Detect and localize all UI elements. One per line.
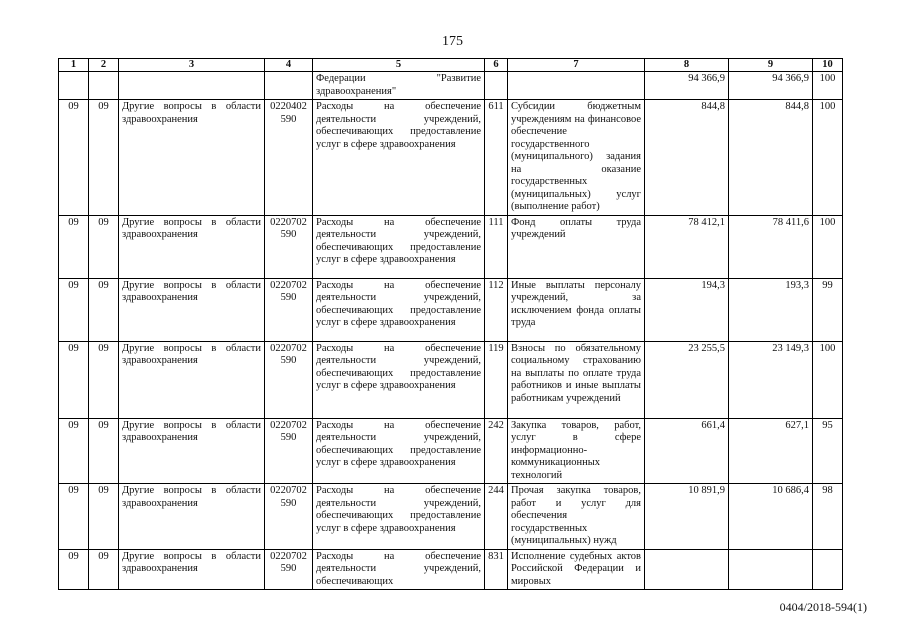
expense-type-name-cell: Прочая закупка товаров, работ и услуг для обеспечения государственных (муниципальных) нужд bbox=[508, 484, 645, 550]
subsection-cell: 09 bbox=[89, 341, 119, 418]
table-row bbox=[59, 484, 843, 550]
target-article-suffix: 590 bbox=[280, 497, 297, 509]
column-header: 1 bbox=[59, 59, 89, 72]
article-name-cell: Расходы на обеспечение деятельности учреждений, обеспечивающих bbox=[313, 549, 485, 590]
executed-amount-cell: 844,8 bbox=[729, 100, 813, 216]
execution-percent-cell: 100 bbox=[813, 100, 843, 216]
column-header: 4 bbox=[265, 59, 313, 72]
subsection-cell: 09 bbox=[89, 549, 119, 590]
section-name-cell: Другие вопросы в области здравоохранения bbox=[119, 341, 265, 418]
target-article-code: 0220702 bbox=[270, 279, 307, 291]
table-row bbox=[59, 418, 843, 484]
approved-amount-cell bbox=[645, 549, 729, 590]
target-article-code: 0220702 bbox=[270, 342, 307, 354]
section-cell: 09 bbox=[59, 341, 89, 418]
column-header: 7 bbox=[508, 59, 645, 72]
article-name-cell: Федерации "Развитие здравоохранения" bbox=[313, 72, 485, 100]
section-name-cell: Другие вопросы в области здравоохранения bbox=[119, 215, 265, 278]
expense-type-cell bbox=[485, 72, 508, 100]
target-article-suffix: 590 bbox=[280, 432, 297, 443]
column-header: 5 bbox=[313, 59, 485, 72]
target-article-cell bbox=[265, 341, 313, 418]
expense-type-cell: 611 bbox=[485, 100, 508, 216]
execution-percent-cell: 100 bbox=[813, 341, 843, 418]
section-cell: 09 bbox=[59, 278, 89, 341]
expense-type-cell: 242 bbox=[485, 418, 508, 484]
approved-amount-cell: 661,4 bbox=[645, 418, 729, 484]
table-row bbox=[59, 100, 843, 216]
approved-amount-cell: 94 366,9 bbox=[645, 72, 729, 100]
expense-type-name-cell bbox=[508, 72, 645, 100]
header-row bbox=[59, 59, 843, 72]
section-cell: 09 bbox=[59, 215, 89, 278]
target-article-cell bbox=[265, 72, 313, 100]
section-name-cell bbox=[119, 72, 265, 100]
section-name-cell: Другие вопросы в области здравоохранения bbox=[119, 278, 265, 341]
expense-type-cell: 244 bbox=[485, 484, 508, 550]
approved-amount-cell: 10 891,9 bbox=[645, 484, 729, 550]
expense-type-name-cell: Исполнение судебных актов Российской Федерации и мировых bbox=[508, 549, 645, 590]
table-row bbox=[59, 278, 843, 341]
executed-amount-cell: 10 686,4 bbox=[729, 484, 813, 550]
expense-type-cell: 112 bbox=[485, 278, 508, 341]
table-row bbox=[59, 549, 843, 590]
section-cell bbox=[59, 72, 89, 100]
subsection-cell: 09 bbox=[89, 215, 119, 278]
approved-amount-cell: 23 255,5 bbox=[645, 341, 729, 418]
target-article-cell bbox=[265, 278, 313, 341]
target-article-suffix: 590 bbox=[280, 229, 297, 240]
subsection-cell: 09 bbox=[89, 484, 119, 550]
target-article-code: 0220702 bbox=[270, 419, 307, 431]
article-name-cell: Расходы на обеспечение деятельности учреждений, обеспечивающих предоставление услуг в сфере здравоохранения bbox=[313, 100, 485, 216]
target-article-cell bbox=[265, 418, 313, 484]
approved-amount-cell: 194,3 bbox=[645, 278, 729, 341]
section-name-cell: Другие вопросы в области здравоохранения bbox=[119, 100, 265, 216]
section-cell: 09 bbox=[59, 484, 89, 550]
page-number: 175 bbox=[442, 34, 463, 49]
target-article-cell bbox=[265, 484, 313, 550]
executed-amount-cell: 78 411,6 bbox=[729, 215, 813, 278]
expense-type-name-cell: Иные выплаты персоналу учреждений, за исключением фонда оплаты труда bbox=[508, 278, 645, 341]
target-article-code: 0220702 bbox=[270, 485, 307, 496]
executed-amount-cell: 193,3 bbox=[729, 278, 813, 341]
table-row bbox=[59, 341, 843, 418]
target-article-code: 0220402 bbox=[270, 101, 307, 112]
column-header: 8 bbox=[645, 59, 729, 72]
executed-amount-cell: 23 149,3 bbox=[729, 341, 813, 418]
target-article-suffix: 590 bbox=[280, 563, 297, 574]
target-article-code: 0220702 bbox=[270, 550, 307, 562]
approved-amount-cell: 78 412,1 bbox=[645, 215, 729, 278]
execution-percent-cell: 99 bbox=[813, 278, 843, 341]
column-header: 9 bbox=[729, 59, 813, 72]
target-article-suffix: 590 bbox=[280, 292, 297, 303]
executed-amount-cell: 94 366,9 bbox=[729, 72, 813, 100]
subsection-cell: 09 bbox=[89, 100, 119, 216]
section-name-cell: Другие вопросы в области здравоохранения bbox=[119, 484, 265, 550]
expense-type-name-cell: Взносы по обязательному социальному страхованию на выплаты по оплате труда работников и иные выплаты работникам учреждений bbox=[508, 341, 645, 418]
column-header: 3 bbox=[119, 59, 265, 72]
execution-percent-cell bbox=[813, 549, 843, 590]
table-row bbox=[59, 215, 843, 278]
target-article-cell bbox=[265, 549, 313, 590]
expense-type-cell: 831 bbox=[485, 549, 508, 590]
expense-type-name-cell: Субсидии бюджетным учреждениям на финансовое обеспечение государственного (муниципального) задания на оказание государственных (муниципальных) услуг (выполнение работ) bbox=[508, 100, 645, 216]
budget-table bbox=[58, 58, 843, 590]
column-header: 2 bbox=[89, 59, 119, 72]
column-header: 10 bbox=[813, 59, 843, 72]
executed-amount-cell bbox=[729, 549, 813, 590]
expense-type-cell: 119 bbox=[485, 341, 508, 418]
execution-percent-cell: 98 bbox=[813, 484, 843, 550]
article-name-cell: Расходы на обеспечение деятельности учреждений, обеспечивающих предоставление услуг в сфере здравоохранения bbox=[313, 278, 485, 341]
expense-type-name-cell: Фонд оплаты труда учреждений bbox=[508, 215, 645, 278]
table-row bbox=[59, 72, 843, 100]
subsection-cell: 09 bbox=[89, 278, 119, 341]
target-article-code: 0220702 bbox=[270, 216, 307, 228]
section-name-cell: Другие вопросы в области здравоохранения bbox=[119, 418, 265, 484]
article-name-cell: Расходы на обеспечение деятельности учреждений, обеспечивающих предоставление услуг в сфере здравоохранения bbox=[313, 215, 485, 278]
target-article-cell bbox=[265, 100, 313, 216]
document-code: 0404/2018-594(1) bbox=[779, 600, 867, 614]
section-name-cell: Другие вопросы в области здравоохранения bbox=[119, 549, 265, 590]
subsection-cell: 09 bbox=[89, 418, 119, 484]
execution-percent-cell: 100 bbox=[813, 72, 843, 100]
expense-type-cell: 111 bbox=[485, 215, 508, 278]
subsection-cell bbox=[89, 72, 119, 100]
target-article-suffix: 590 bbox=[280, 355, 297, 366]
execution-percent-cell: 95 bbox=[813, 418, 843, 484]
article-name-cell: Расходы на обеспечение деятельности учреждений, обеспечивающих предоставление услуг в сфере здравоохранения bbox=[313, 484, 485, 550]
executed-amount-cell: 627,1 bbox=[729, 418, 813, 484]
expense-type-name-cell: Закупка товаров, работ, услуг в сфере информационно-коммуникационных технологий bbox=[508, 418, 645, 484]
section-cell: 09 bbox=[59, 100, 89, 216]
target-article-cell bbox=[265, 215, 313, 278]
section-cell: 09 bbox=[59, 418, 89, 484]
approved-amount-cell: 844,8 bbox=[645, 100, 729, 216]
execution-percent-cell: 100 bbox=[813, 215, 843, 278]
article-name-cell: Расходы на обеспечение деятельности учреждений, обеспечивающих предоставление услуг в сфере здравоохранения bbox=[313, 341, 485, 418]
column-header: 6 bbox=[485, 59, 508, 72]
target-article-suffix: 590 bbox=[280, 113, 297, 125]
section-cell: 09 bbox=[59, 549, 89, 590]
article-name-cell: Расходы на обеспечение деятельности учреждений, обеспечивающих предоставление услуг в сфере здравоохранения bbox=[313, 418, 485, 484]
